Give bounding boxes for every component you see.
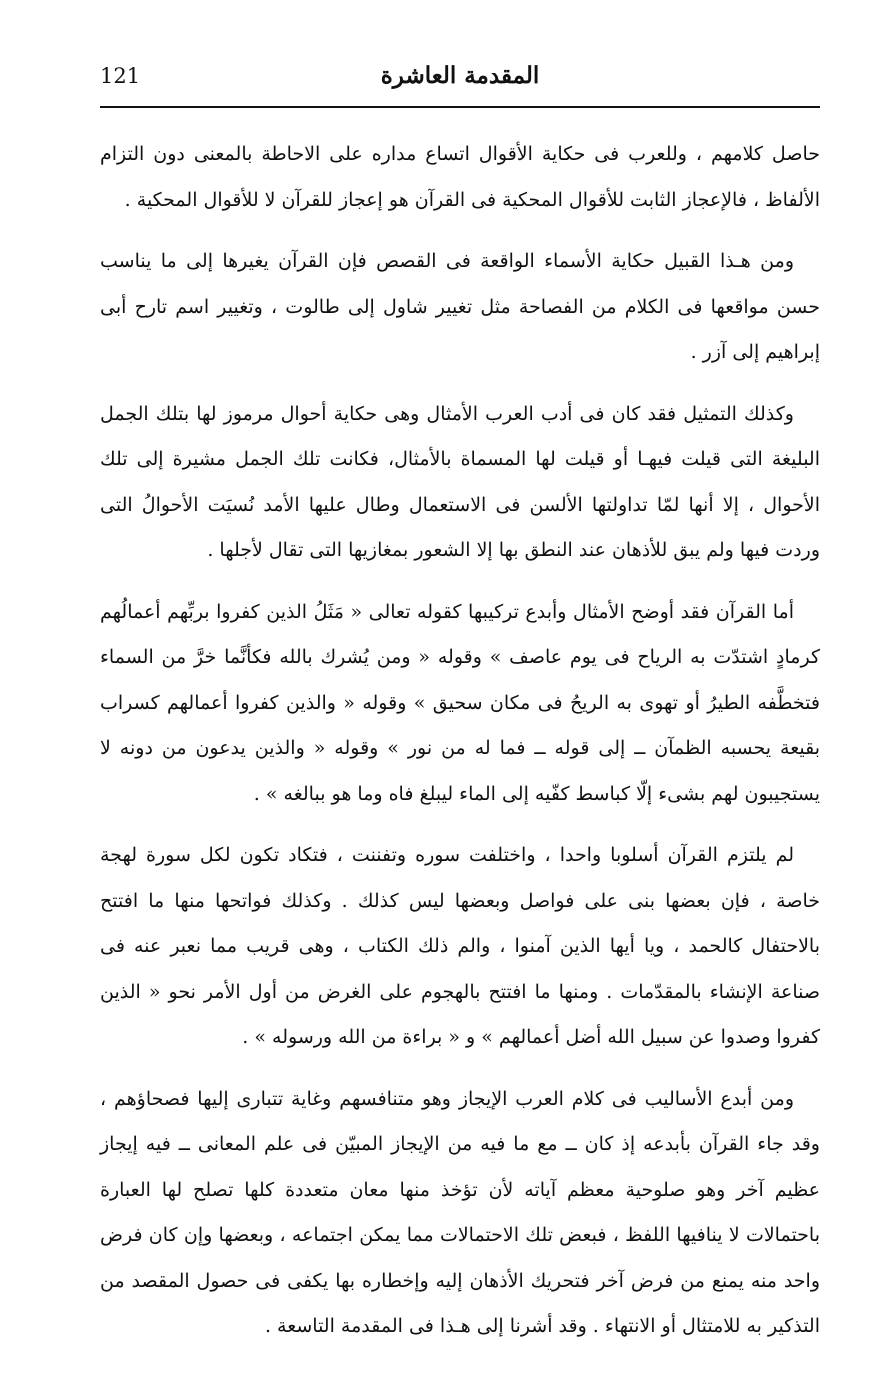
running-title: المقدمة العاشرة: [380, 62, 540, 89]
paragraph: حاصل كلامهم ، وللعرب فى حكاية الأقوال اتساع مداره على الاحاطة بالمعنى دون التزام الألفاظ ، فالإعجاز الثابت للأقوال المحكية فى القرآن هو إعجاز للقرآن لا للأقوال المحكية .: [100, 143, 820, 211]
page-number: 121: [100, 64, 141, 88]
page-header: [100, 58, 820, 102]
paragraph: وكذلك التمثيل فقد كان فى أدب العرب الأمثال وهى حكاية أحوال مرموز لها بتلك الجمل البليغة التى قيلت فيهـا أو قيلت لها المسماة بالأمثال، فكانت تلك الجمل مشيرة إلى تلك الأحوال ، إلا أنها لمّا تداولتها الألسن فى الاستعمال وطال عليها الأمد نُسيَت الأحوالُ التى وردت فيها ولم يبق للأذهان عند النطق بها إلا الشعور بمغازيها التى تقال لأجلها .: [100, 402, 820, 561]
body-text: [100, 132, 820, 1366]
paragraph: أما القرآن فقد أوضح الأمثال وأبدع تركيبها كقوله تعالى « مَثَلُ الذين كفروا بربِّهم أعمالُهم كرمادٍ اشتدّت به الرياح فى يوم عاصف » وقوله « ومن يُشرك بالله فكأنَّما خرَّ من السماء فتخطَّفه الطيرُ أو تهوى به الريحُ فى مكان سحيق » وقوله « والذين كفروا أعمالهم كسراب بقيعة يحسبه الظمآن ــ إلى قوله ــ فما له من نور » وقوله « والذين يدعون من دونه لا يستجيبون لهم بشىء إلّا كباسط كفّيه إلى الماء ليبلغ فاه وما هو ببالغه » .: [100, 600, 820, 805]
paragraph: ومن أبدع الأساليب فى كلام العرب الإيجاز وهو متنافسهم وغاية تتبارى إليها فصحاؤهم ، وقد جاء القرآن بأبدعه إذ كان ــ مع ما فيه من الإيجاز المبيّن فى علم المعانى ــ فيه إيجاز عظيم آخر وهو صلوحية معظم آياته لأن تؤخذ منها معان متعددة كلها تصلح لها العبارة باحتمالات لا ينافيها اللفظ ، فبعض تلك الاحتمالات مما يمكن اجتماعه ، وبعضها وإن كان فرض واحد منه يمنع من فرض آخر فتحريك الأذهان إليه وإخطاره بها يكفى فى حصول المقصد من التذكير به للامتثال أو الانتهاء . وقد أشرنا إلى هـذا فى المقدمة التاسعة .: [100, 1087, 820, 1337]
header-rule: [100, 106, 820, 108]
paragraph: ومن هـذا القبيل حكاية الأسماء الواقعة فى القصص فإن القرآن يغيرها إلى ما يناسب حسن مواقعها فى الكلام من الفصاحة مثل تغيير شاول إلى طالوت ، وتغيير اسم تارح أبى إبراهيم إلى آزر .: [100, 250, 820, 363]
paragraph: لم يلتزم القرآن أسلوبا واحدا ، واختلفت سوره وتفننت ، فتكاد تكون لكل سورة لهجة خاصة ، فإن بعضها بنى على فواصل وبعضها ليس كذلك . وكذلك فواتحها منها ما افتتح بالاحتفال كالحمد ، ويا أيها الذين آمنوا ، والم ذلك الكتاب ، وهى قريب مما نعبر عنه فى صناعة الإنشاء بالمقدّمات . ومنها ما افتتح بالهجوم على الغرض من أول الأمر نحو « الذين كفروا وصدوا عن سبيل الله أضل أعمالهم » و « براءة من الله ورسوله » .: [100, 844, 820, 1048]
